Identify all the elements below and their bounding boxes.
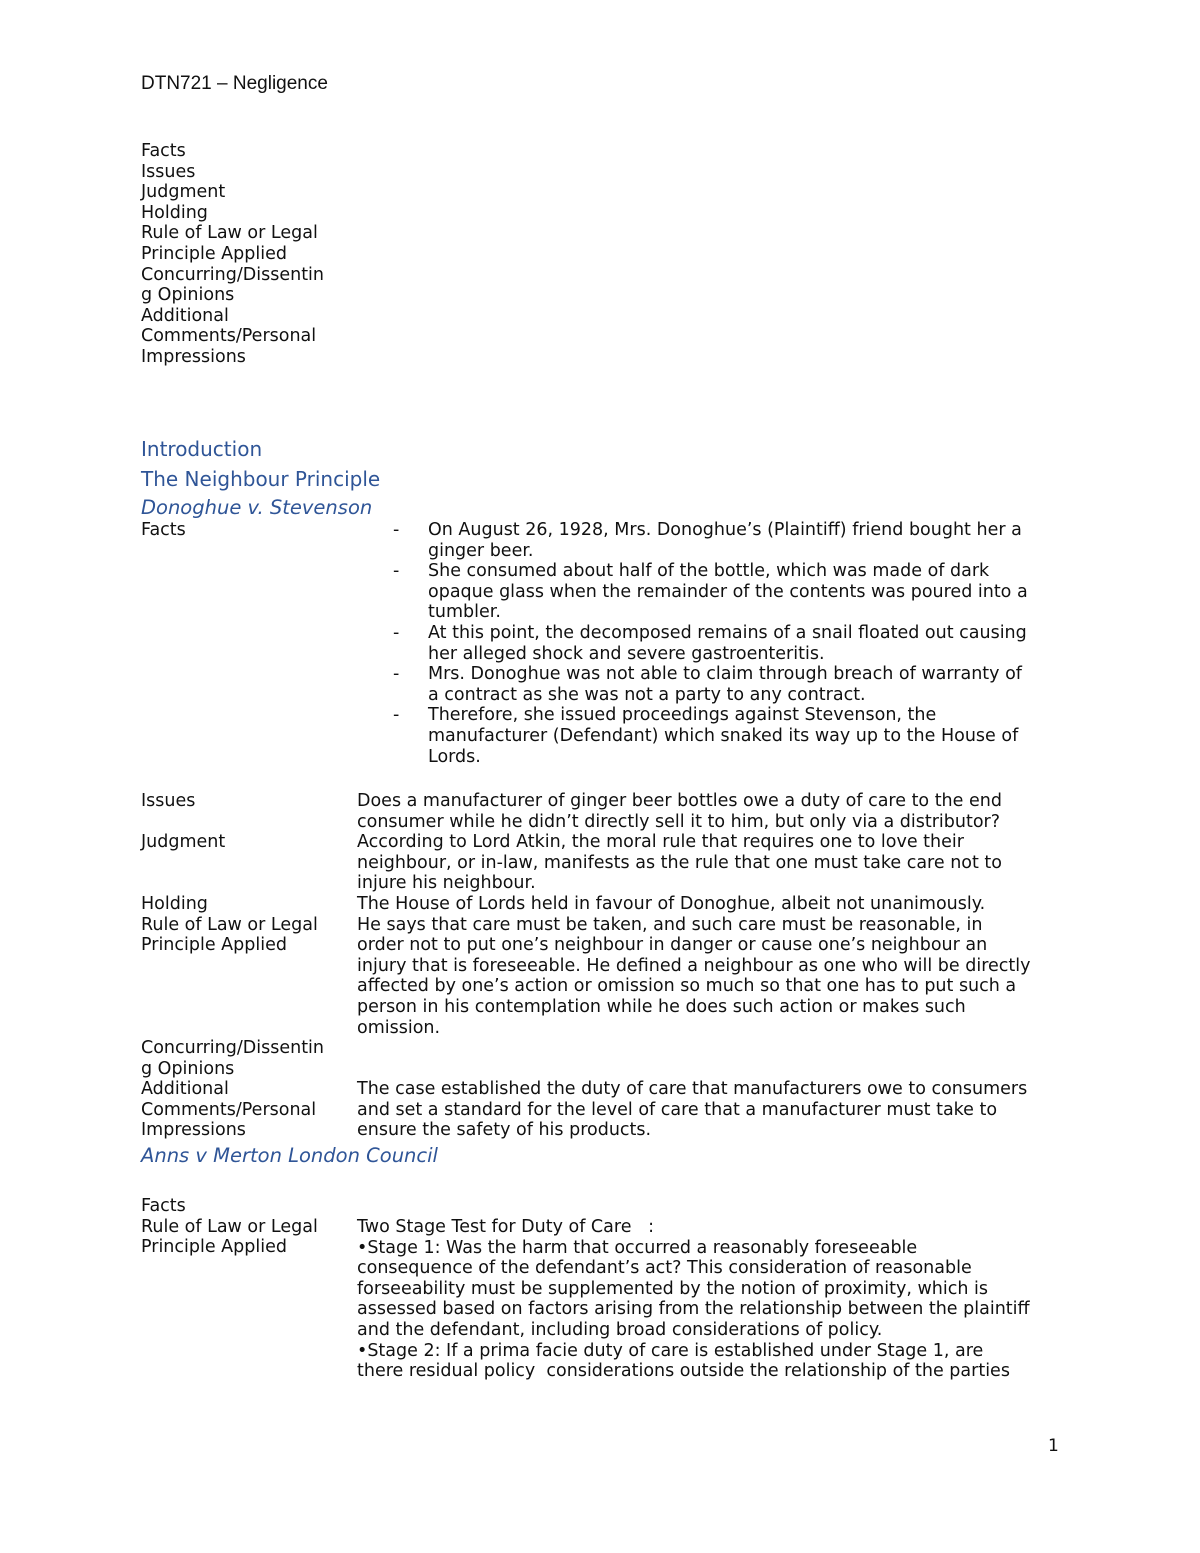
anns-rule-text: Two Stage Test for Duty of Care : •Stage 1: Was the harm that occurred a reasonably foreseeable consequence of the defendant’s act? This consideration of reasonable forseeability must be supplemented by the notion of proximity, which is assessed based on factors arising from the relationship between the plaintiff and the defendant, including broad considerations of policy. •Stage 2: If a prima facie duty of care is established under Stage 1, are there residual policy considerations outside the relationship of the parties xyxy=(357,1217,1030,1382)
bullet-text: On August 26, 1928, Mrs. Donoghue’s (Plaintiff) friend bought her a ginger beer. xyxy=(428,520,1022,561)
additional-comments-text: The case established the duty of care that manufacturers owe to consumers and set a standard for the level of care that a manufacturer must take to ensure the safety of his products. xyxy=(357,1079,1028,1141)
bullet-text: Therefore, she issued proceedings against Stevenson, the manufacturer (Defendant) which snaked its way up to the House of Lords. xyxy=(428,705,1019,767)
bullet-dash: - xyxy=(393,705,400,726)
case-title-donoghue: Donoghue v. Stevenson xyxy=(141,496,373,519)
bullet-dash: - xyxy=(393,622,400,643)
anns-labels: Facts Rule of Law or Legal Principle Applied xyxy=(141,1196,318,1258)
additional-comments-label: Additional Comments/Personal Impressions xyxy=(141,1079,317,1141)
document-title: DTN721 – Negligence xyxy=(141,73,328,94)
holding-rule-text: The House of Lords held in favour of Donoghue, albeit not unanimously. He says that care must be taken, and such care must be reasonable, in order not to put one’s neighbour in danger or cause one’s neighbour an injury that is foreseeable. He defined a neighbour as one who will be directly affected by one’s action or omission so much so that one has to put such a person in his contemplation while he does such action or makes such omission. xyxy=(357,894,1031,1038)
facts-bullet xyxy=(392,623,1028,664)
facts-label: Facts xyxy=(141,520,186,540)
issues-text: Does a manufacturer of ginger beer bottles owe a duty of care to the end consumer while he didn’t directly sell it to him, but only via a distributor? xyxy=(357,791,1002,832)
issues-label: Issues xyxy=(141,791,196,811)
bullet-dash: - xyxy=(393,664,400,685)
bullet-text: Mrs. Donoghue was not able to claim through breach of warranty of a contract as she was not a party to any contract. xyxy=(428,664,1022,705)
facts-bullet-list xyxy=(392,520,1028,767)
bullet-text: She consumed about half of the bottle, which was made of dark opaque glass when the remainder of the contents was poured into a tumbler. xyxy=(428,561,1028,623)
holding-rule-labels: Holding Rule of Law or Legal Principle Applied xyxy=(141,894,318,956)
facts-bullet xyxy=(392,705,1028,767)
facts-bullet xyxy=(392,664,1028,705)
concurring-dissenting-label: Concurring/Dissentin g Opinions xyxy=(141,1038,325,1079)
heading-neighbour-principle: The Neighbour Principle xyxy=(141,467,381,491)
bullet-dash: - xyxy=(393,520,400,540)
heading-introduction: Introduction xyxy=(141,437,263,461)
facts-bullet xyxy=(392,520,1028,561)
case-title-anns: Anns v Merton London Council xyxy=(141,1144,438,1167)
facts-bullet xyxy=(392,561,1028,623)
page-number: 1 xyxy=(1048,1436,1059,1456)
judgment-text: According to Lord Atkin, the moral rule that requires one to love their neighbour, or in-law, manifests as the rule that one must take care not to injure his neighbour. xyxy=(357,832,1002,894)
case-brief-outline: Facts Issues Judgment Holding Rule of Law or Legal Principle Applied Concurring/Dissentin g Opinions Additional Comments/Personal Impressions xyxy=(141,141,325,367)
bullet-text: At this point, the decomposed remains of a snail floated out causing her alleged shock and severe gastroenteritis. xyxy=(428,622,1027,664)
judgment-label: Judgment xyxy=(141,832,226,852)
bullet-dash: - xyxy=(393,561,400,582)
